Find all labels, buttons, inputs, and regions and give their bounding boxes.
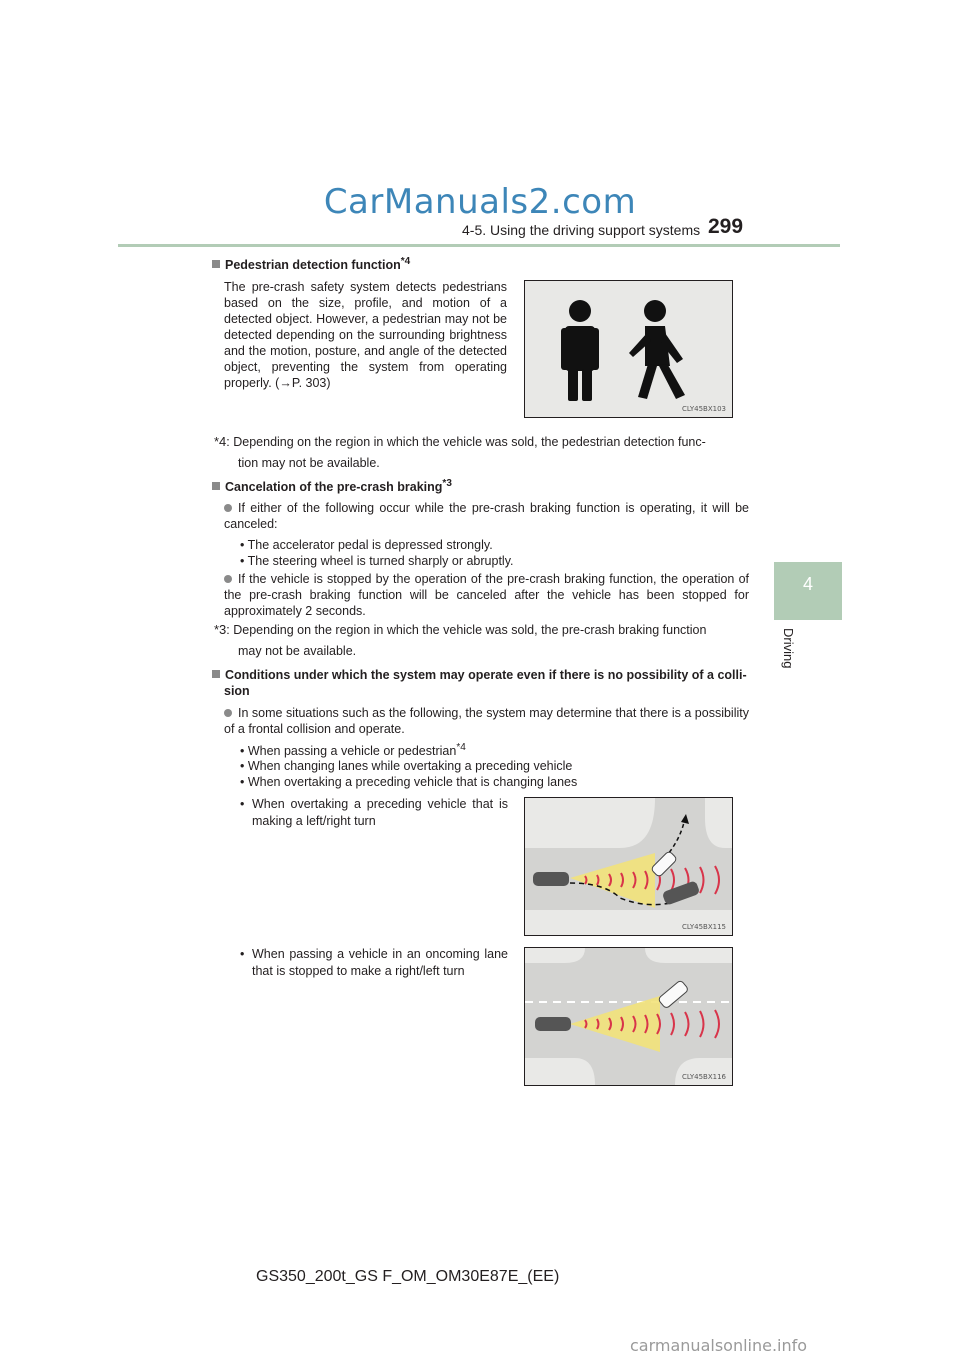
round-bullet-icon xyxy=(224,575,232,583)
conditions-heading: Conditions under which the system may operate even if there is no possibility of a colli- xyxy=(212,668,747,682)
conditions-sub-1: • When passing a vehicle or pedestrian$^{*4}$ xyxy=(240,742,466,758)
figure-code: CLY45BX103 xyxy=(682,405,726,413)
chapter-number: 4 xyxy=(802,574,813,594)
walking-person-icon xyxy=(629,300,685,399)
cancel-item-1: If either of the following occur while the pre-crash braking function is operating, it will be canceled: xyxy=(224,501,749,531)
chapter-label: Driving xyxy=(781,628,796,669)
document-code: GS350_200t_GS F_OM_OM30E87E_(EE) xyxy=(256,1268,560,1285)
square-bullet-icon xyxy=(212,260,220,268)
square-bullet-icon xyxy=(212,670,220,678)
section-title: 4-5. Using the driving support systems xyxy=(462,222,701,238)
pedestrian-illustration xyxy=(525,281,732,417)
page-number: 299 xyxy=(708,215,744,238)
cancel-sub-1: • The accelerator pedal is depressed strongly. xyxy=(240,538,493,552)
own-vehicle-icon xyxy=(533,872,569,886)
own-vehicle-icon xyxy=(535,1017,571,1031)
cancel-sub-2: • The steering wheel is turned sharply or abruptly. xyxy=(240,554,514,568)
watermark-top: CarManuals2.com xyxy=(323,182,637,222)
conditions-sub-2: • When changing lanes while overtaking a preceding vehicle xyxy=(240,759,573,773)
conditions-item-1: In some situations such as the following, the system may determine that there is a possibility of a frontal collision and operate. xyxy=(224,706,749,736)
pedestrian-heading: Pedestrian detection function$^{*4}$ xyxy=(212,256,410,272)
pedestrian-text: The pre-crash safety system detects pedestrians based on the size, profile, and motion of a detected object. However, a pedestrian may not be detected depending on the surrounding brightness and the motion, posture, and angle of the detected object, preventing the system from operating properly. (→P. 303) xyxy=(224,280,507,390)
footnote-3-cont: may not be available. xyxy=(238,644,357,658)
oncoming-lane-illustration xyxy=(525,948,732,1085)
pedestrian-figure xyxy=(524,280,733,418)
conditions-sub-5: • When passing a vehicle in an oncoming lane that is stopped to make a right/left turn xyxy=(240,947,508,978)
watermark-bottom: carmanualsonline.info xyxy=(630,1336,808,1355)
cancel-heading: Cancelation of the pre-crash braking$^{*3}$ xyxy=(212,478,452,494)
figure-code: CLY45BX116 xyxy=(682,1073,726,1081)
footnote-3: *3: Depending on the region in which the vehicle was sold, the pre-crash braking function xyxy=(214,622,707,637)
conditions-sub-4: • When overtaking a preceding vehicle that is making a left/right turn xyxy=(240,797,508,828)
conditions-heading-cont: sion xyxy=(224,684,250,698)
overtaking-turn-figure xyxy=(524,797,733,936)
square-bullet-icon xyxy=(212,482,220,490)
oncoming-lane-figure xyxy=(524,947,733,1086)
round-bullet-icon xyxy=(224,709,232,717)
overtaking-turn-illustration xyxy=(525,798,732,935)
standing-person-icon xyxy=(561,300,599,401)
footnote-4-cont: tion may not be available. xyxy=(238,456,380,470)
conditions-sub-3: • When overtaking a preceding vehicle that is changing lanes xyxy=(240,775,578,789)
figure-code: CLY45BX115 xyxy=(682,923,726,931)
footnote-4: *4: Depending on the region in which the vehicle was sold, the pedestrian detection func- xyxy=(214,434,706,449)
round-bullet-icon xyxy=(224,504,232,512)
cancel-item-2: If the vehicle is stopped by the operation of the pre-crash braking function, the operation of the pre-crash braking function will be canceled after the vehicle has been stopped for approximately 2 seconds. xyxy=(224,572,749,618)
header-rule xyxy=(118,244,840,247)
